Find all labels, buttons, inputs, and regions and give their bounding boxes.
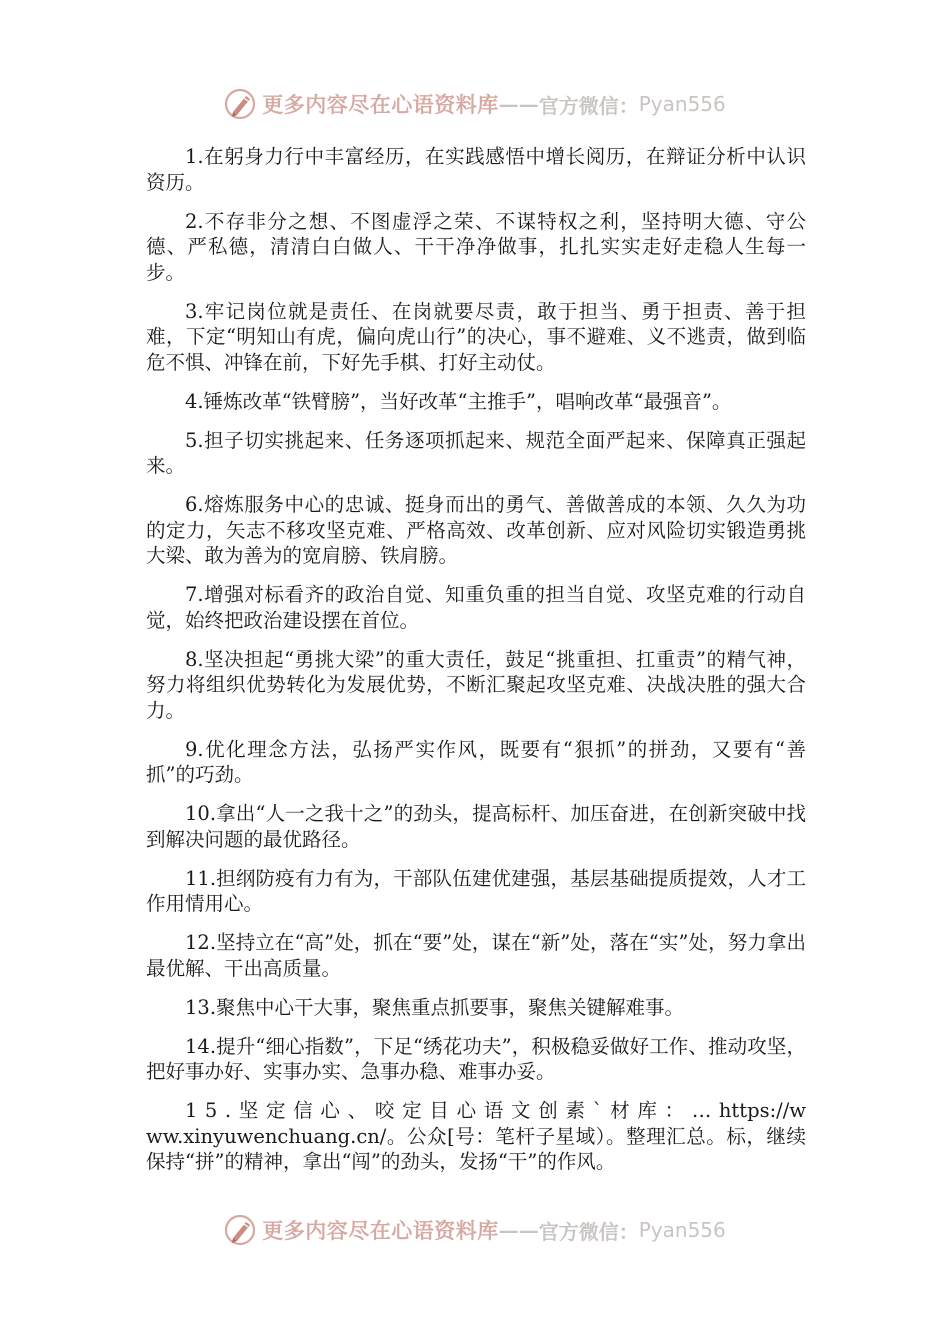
pen-logo-icon — [224, 1213, 258, 1247]
paragraph: 9.优化理念方法，弘扬严实作风，既要有“狠抓”的拼劲，又要有“善抓”的巧劲。 — [146, 737, 806, 786]
paragraph: 7.增强对标看齐的政治自觉、知重负重的担当自觉、攻坚克难的行动自觉，始终把政治建设摆在首位。 — [146, 583, 806, 632]
paragraph-last-spaced: 15.坚定信心、咬定目心语文创素`材库：… — [185, 1099, 719, 1122]
paragraph: 12.坚持立在“高”处，抓在“要”处，谋在“新”处，落在“实”处，努力拿出最优解、干出高质量。 — [146, 931, 806, 980]
paragraph: 5.担子切实挑起来、任务逐项抓起来、规范全面严起来、保障真正强起来。 — [146, 428, 806, 477]
header-banner — [0, 84, 950, 124]
header-title: 更多内容尽在心语资料库 — [262, 92, 499, 117]
paragraph: 10.拿出“人一之我十之”的劲头，提高标杆、加压奋进，在创新突破中找到解决问题的最优路径。 — [146, 802, 806, 851]
paragraph: 13.聚焦中心干大事，聚焦重点抓要事，聚焦关键解难事。 — [185, 995, 685, 1019]
footer-title: 更多内容尽在心语资料库 — [262, 1218, 499, 1243]
paragraph: 4.锤炼改革“铁臂膀”，当好改革“主推手”，唱响改革“最强音”。 — [185, 389, 732, 413]
header-dash: —— — [498, 92, 539, 116]
paragraph: 3.牢记岗位就是责任、在岗就要尽责，敢于担当、勇于担责、善于担难，下定“明知山有虎，偏向虎山行”的决心，事不避难、义不逃责，做到临危不惧、冲锋在前，下好先手棋、打好主动仗。 — [146, 299, 806, 374]
paragraph-last — [146, 1098, 806, 1175]
footer-wechat-label: 官方微信： — [538, 1219, 639, 1244]
paragraph: 11.担纲防疫有力有为，干部队伍建优建强，基层基础提质提效，人才工作用情用心。 — [146, 866, 806, 915]
footer-dash: —— — [498, 1218, 539, 1242]
paragraph: 8.坚决担起“勇挑大梁”的重大责任，鼓足“挑重担、扛重责”的精气神，努力将组织优势转化为发展优势，不断汇聚起攻坚克难、决战决胜的强大合力。 — [146, 647, 806, 722]
footer-banner — [0, 1210, 950, 1250]
footer-wechat-id: Pyan556 — [638, 1218, 726, 1242]
paragraph: 14.提升“细心指数”，下足“绣花功夫”，积极稳妥做好工作、推动攻坚，把好事办好、实事办实、急事办稳、难事办妥。 — [146, 1034, 806, 1083]
paragraph: 6.熔炼服务中心的忠诚、挺身而出的勇气、善做善成的本领、久久为功的定力，矢志不移攻坚克难、严格高效、改革创新、应对风险切实锻造勇挑大梁、敢为善为的宽肩膀、铁肩膀。 — [146, 493, 806, 567]
pen-logo-icon — [224, 87, 258, 121]
header-wechat-id: Pyan556 — [638, 92, 726, 116]
document-body — [146, 144, 806, 1188]
header-wechat-label: 官方微信： — [538, 93, 639, 118]
paragraph: 1.在躬身力行中丰富经历，在实践感悟中增长阅历，在辩证分析中认识资历。 — [146, 145, 806, 194]
paragraph-last-rest: https://www.xinyuwenchuang.cn/。公众[号：笔杆子星域）。整理汇总。标，继续保持“拼”的精神，拿出“闯”的劲头，发扬“干”的作风。 — [146, 1099, 806, 1173]
paragraph: 2.不存非分之想、不图虚浮之荣、不谋特权之利，坚持明大德、守公德、严私德，清清白白做人、干干净净做事，扎扎实实走好走稳人生每一步。 — [146, 209, 806, 284]
